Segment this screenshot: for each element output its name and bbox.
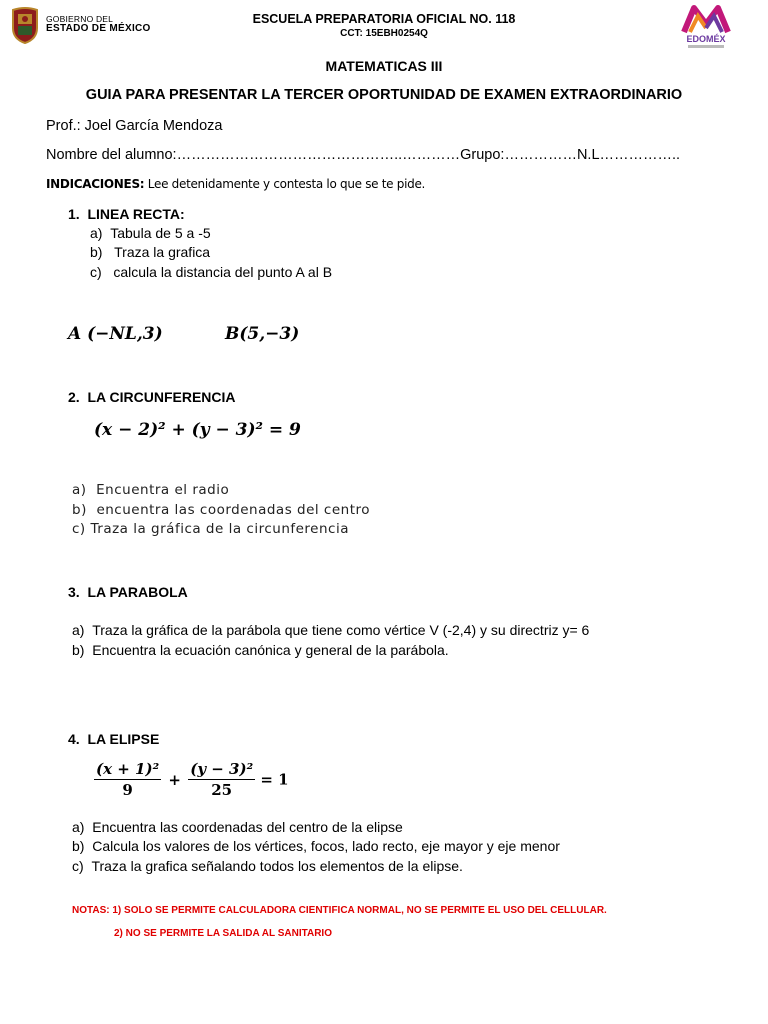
list-item: a) Tabula de 5 a -5 <box>90 225 211 241</box>
gobierno-line2: ESTADO DE MÉXICO <box>46 23 151 34</box>
ellipse-equation <box>94 760 289 799</box>
section-number: 2. <box>68 389 80 405</box>
list-item: a) Encuentra las coordenadas del centro de la elipse <box>72 819 403 835</box>
section-title: LA ELIPSE <box>87 731 160 747</box>
list-item: a) Traza la gráfica de la parábola que tiene como vértice V (-2,4) y su directriz y= 6 <box>72 622 590 638</box>
edomex-logo <box>676 4 736 48</box>
instructions <box>46 177 425 191</box>
list-item: c) Traza la gráfica de la circunferencia <box>72 521 349 537</box>
list-item: b) Calcula los valores de los vértices, focos, lado recto, eje mayor y eje menor <box>72 838 560 854</box>
edomex-logo-text: EDOMÉX <box>686 34 726 44</box>
student-name-line: Nombre del alumno:………………………………………..…………Grupo:……………N.L…………….. <box>46 147 681 163</box>
instructions-label: INDICACIONES: <box>46 177 145 191</box>
section-title: LINEA RECTA: <box>87 206 185 222</box>
section-3-heading <box>68 584 188 600</box>
fraction-2: $\frac{\text{(y − 3)²}}{25}$ <box>190 760 254 799</box>
circle-equation: (x − 2)² + (y − 3)² = 9 <box>94 420 301 440</box>
list-item: b) encuentra las coordenadas del centro <box>72 502 371 518</box>
section-1-heading <box>68 206 185 222</box>
professor-line: Prof.: Joel García Mendoza <box>46 118 223 134</box>
section-number: 4. <box>68 731 80 747</box>
subject-title: MATEMATICAS III <box>325 58 443 74</box>
gobierno-line1: GOBIERNO DEL <box>46 14 114 24</box>
section-number: 1. <box>68 206 80 222</box>
estado-de-mexico-seal-icon <box>10 6 40 44</box>
notes-line-1: NOTAS: 1) SOLO SE PERMITE CALCULADORA CIENTIFICA NORMAL, NO SE PERMITE EL USO DEL CELLULAR. <box>72 905 607 916</box>
edomex-logo-tagline-bar <box>688 45 724 48</box>
section-title: LA CIRCUNFERENCIA <box>87 389 236 405</box>
section-number: 3. <box>68 584 80 600</box>
section-title: LA PARABOLA <box>87 584 188 600</box>
school-name: ESCUELA PREPARATORIA OFICIAL NO. 118 <box>252 12 516 26</box>
guide-title: GUIA PARA PRESENTAR LA TERCER OPORTUNIDAD DE EXAMEN EXTRAORDINARIO <box>85 87 683 103</box>
list-item: b) Encuentra la ecuación canónica y general de la parábola. <box>72 642 449 658</box>
list-item: c) Traza la grafica señalando todos los elementos de la elipse. <box>72 858 463 874</box>
edomex-m-icon <box>676 4 736 34</box>
gobierno-text <box>46 14 151 34</box>
list-item: a) Encuentra el radio <box>72 482 230 498</box>
point-b: B(5,−3) <box>225 324 300 344</box>
section-2-heading <box>68 389 236 405</box>
notes-line-2: 2) NO SE PERMITE LA SALIDA AL SANITARIO <box>114 928 332 939</box>
plus-sign: + <box>168 770 181 789</box>
gobierno-logo <box>10 6 160 46</box>
list-item: b) Traza la grafica <box>90 244 211 260</box>
list-item: c) calcula la distancia del punto A al B <box>90 264 333 280</box>
fraction-1: $\frac{\text{(x + 1)²}}{9}$ <box>96 760 160 799</box>
point-a: A (−NL,3) <box>68 324 163 344</box>
section-4-heading <box>68 731 159 747</box>
school-cct: CCT: 15EBH0254Q <box>340 28 428 39</box>
equation-rhs: = 1 <box>260 770 289 789</box>
instructions-text: Lee detenidamente y contesta lo que se te pide. <box>144 177 426 191</box>
